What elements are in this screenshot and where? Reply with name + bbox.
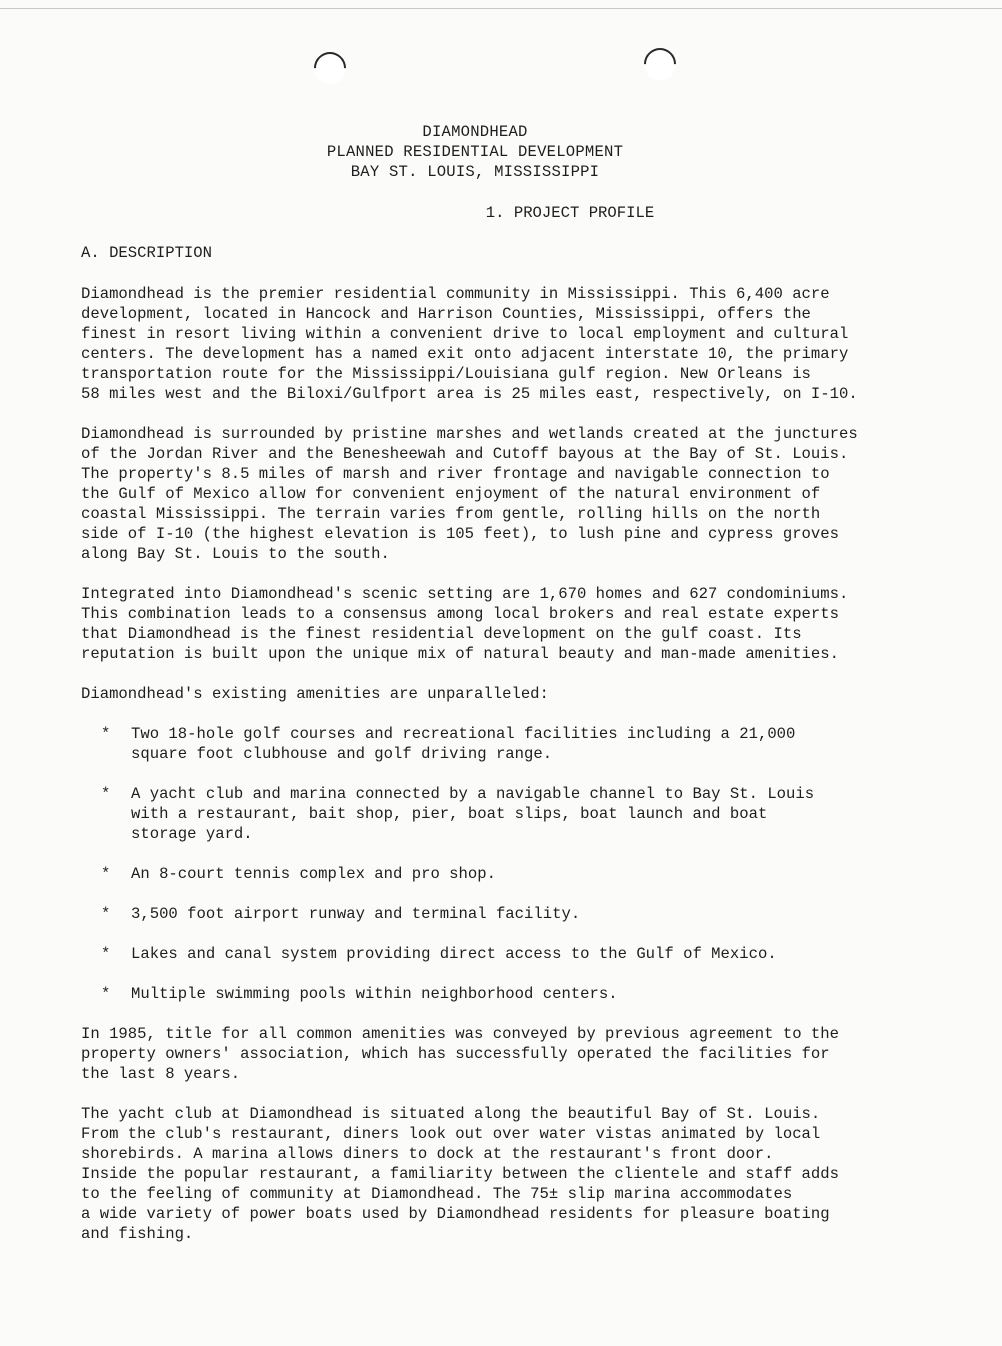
header-subtitle: PLANNED RESIDENTIAL DEVELOPMENT (326, 143, 624, 161)
bullet-star: * (101, 785, 111, 803)
amenity-text: 3,500 foot airport runway and terminal facility. (131, 905, 581, 923)
amenity-text: Multiple swimming pools within neighborhood centers. (131, 985, 618, 1003)
paragraph-yacht-club: The yacht club at Diamondhead is situated along the beautiful Bay of St. Louis. From the club's restaurant, diners look out over water vistas animated by local shorebirds. A marina allows diners to dock at the restaurant's front door. Inside the popular restaurant, a familiarity between the clientele and staff adds to the feeling of community at Diamondhead. The 75± slip marina accommodates a wide variety of power boats used by Diamondhead residents for pleasure boating and fishing. (81, 1105, 839, 1243)
list-item (81, 784, 921, 844)
scan-edge (0, 8, 1002, 13)
list-item (81, 944, 921, 964)
bullet-star: * (101, 945, 111, 963)
amenities-list (81, 724, 921, 1004)
paragraph-environment: Diamondhead is surrounded by pristine marshes and wetlands created at the junctures of the Jordan River and the Benesheewah and Cutoff bayous at the Bay of St. Louis. The property's 8.5 miles of marsh and river frontage and navigable connection to the Gulf of Mexico allow for convenient enjoyment of the natural environment of coastal Mississippi. The terrain varies from gentle, rolling hills on the north side of I-10 (the highest elevation is 105 feet), to lush pine and cypress groves along Bay St. Louis to the south. (81, 425, 858, 563)
punch-hole-right (637, 41, 682, 86)
amenity-text: An 8-court tennis complex and pro shop. (131, 865, 496, 883)
document-body (81, 284, 921, 1264)
list-item (81, 984, 921, 1004)
section-heading: A. DESCRIPTION (81, 244, 213, 262)
amenities-intro: Diamondhead's existing amenities are unparalleled: (81, 685, 549, 703)
paragraph-homes: Integrated into Diamondhead's scenic setting are 1,670 homes and 627 condominiums. This combination leads to a consensus among local brokers and real estate experts that Diamondhead is the finest residential development on the gulf coast. Its reputation is built upon the unique mix of natural beauty and man-made amenities. (81, 585, 849, 663)
bullet-star: * (101, 905, 111, 923)
header-location: BAY ST. LOUIS, MISSISSIPPI (350, 163, 600, 181)
bullet-star: * (101, 865, 111, 883)
list-item (81, 724, 921, 764)
punch-hole-left (307, 45, 352, 90)
amenity-text: A yacht club and marina connected by a navigable channel to Bay St. Louis with a restaurant, bait shop, pier, boat slips, boat launch and boat storage yard. (131, 785, 815, 843)
amenity-text: Two 18-hole golf courses and recreational facilities including a 21,000 square foot clubhouse and golf driving range. (131, 725, 796, 763)
list-item (81, 864, 921, 884)
paragraph-association: In 1985, title for all common amenities was conveyed by previous agreement to the property owners' association, which has successfully operated the facilities for the last 8 years. (81, 1025, 839, 1083)
bullet-star: * (101, 725, 111, 743)
amenity-text: Lakes and canal system providing direct access to the Gulf of Mexico. (131, 945, 777, 963)
paragraph-location: Diamondhead is the premier residential community in Mississippi. This 6,400 acre development, located in Hancock and Harrison Counties, Mississippi, offers the finest in resort living within a convenient drive to local employment and cultural centers. The development has a named exit onto adjacent interstate 10, the primary transportation route for the Mississippi/Louisiana gulf region. New Orleans is 58 miles west and the Biloxi/Gulfport area is 25 miles east, respectively, on I-10. (81, 285, 858, 403)
bullet-star: * (101, 985, 111, 1003)
list-item (81, 904, 921, 924)
profile-heading: 1. PROJECT PROFILE (485, 204, 655, 222)
header-title: DIAMONDHEAD (422, 123, 528, 141)
document-header (260, 122, 690, 182)
